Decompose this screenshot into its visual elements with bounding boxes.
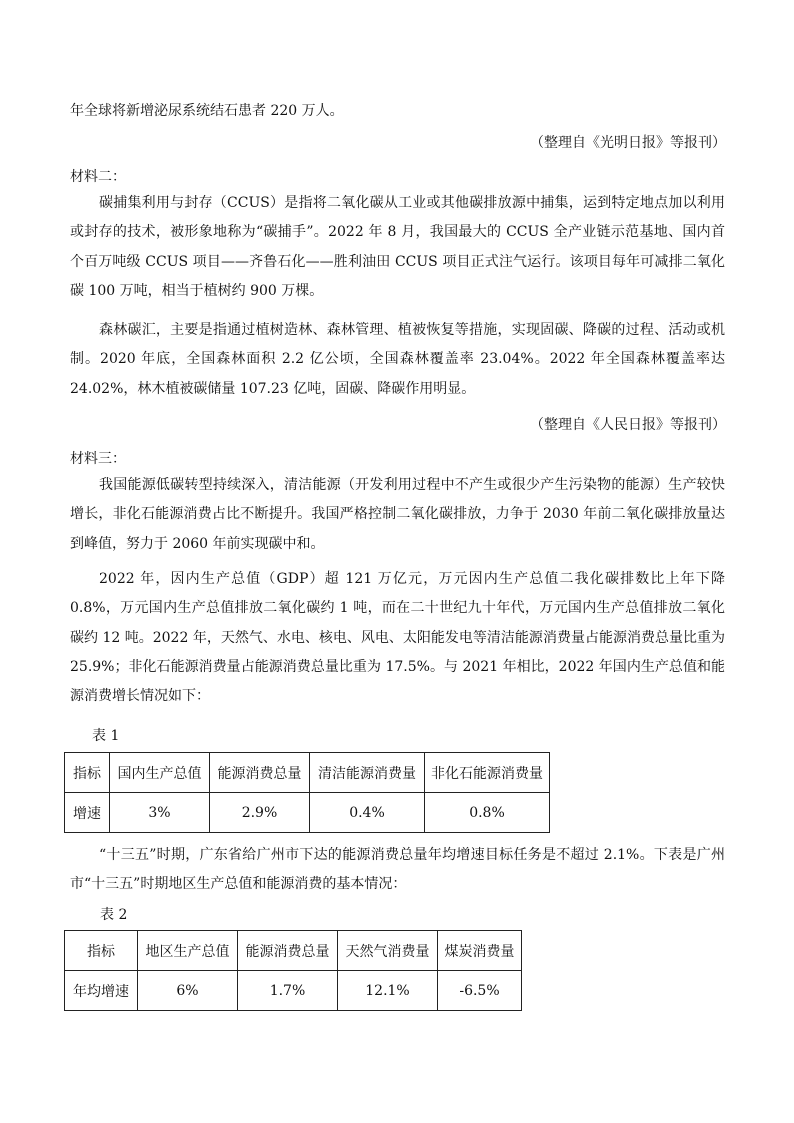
table-2-header-cell: 天然气消费量 [338, 931, 438, 971]
material-2-heading: 材料二： [70, 169, 126, 185]
table-1-cell: 3% [110, 793, 210, 833]
table-1-header-cell: 指标 [65, 753, 110, 793]
table-row [65, 753, 550, 793]
table-1-cell: 0.4% [310, 793, 425, 833]
table-2-header-cell: 地区生产总值 [138, 931, 238, 971]
material-3-heading: 材料三： [70, 451, 126, 467]
table-1-cell: 增速 [65, 793, 110, 833]
table-2-header-cell: 指标 [65, 931, 138, 971]
table-1-cell: 2.9% [210, 793, 310, 833]
material-2-paragraph-2: 森林碳汇，主要是指通过植树造林、森林管理、植被恢复等措施，实现固碳、降碳的过程、活动或机制。2020 年底，全国森林面积 2.2 亿公顷，全国森林覆盖率 23.04%。2022 年全国森林覆盖率达 24.02%，林木植被碳储量 107.23 亿吨，固碳、降碳作用明显。 [70, 322, 725, 397]
table-2-caption: 表 2 [100, 907, 128, 923]
material-3-paragraph-3: “十三五”时期，广东省给广州市下达的能源消费总量年均增速目标任务是不超过 2.1%。下表是广州市“十三五”时期地区生产总值和能源消费的基本情况： [70, 847, 725, 893]
table-1-header-cell: 清洁能源消费量 [310, 753, 425, 793]
opening-line: 年全球将新增泌尿系统结石患者 220 万人。 [70, 103, 344, 119]
table-1 [64, 752, 550, 833]
table-2-cell: 12.1% [338, 971, 438, 1011]
table-2-header-cell: 煤炭消费量 [438, 931, 522, 971]
table-1-cell: 0.8% [425, 793, 550, 833]
table-2 [64, 930, 522, 1011]
material-3-paragraph-1: 我国能源低碳转型持续深入，清洁能源（开发利用过程中不产生或很少产生污染物的能源）生产较快增长，非化石能源消费占比不断提升。我国严格控制二氧化碳排放，力争于 2030 年前二氧化碳排放量达到峰值，努力于 2060 年前实现碳中和。 [70, 477, 725, 552]
table-1-caption: 表 1 [92, 728, 120, 744]
table-1-header-cell: 非化石能源消费量 [425, 753, 550, 793]
table-2-cell: -6.5% [438, 971, 522, 1011]
table-row [65, 793, 550, 833]
source-citation-2: （整理自《人民日报》等报刊） [530, 417, 726, 433]
table-1-header-cell: 能源消费总量 [210, 753, 310, 793]
table-2-cell: 6% [138, 971, 238, 1011]
table-row [65, 931, 522, 971]
material-2-paragraph-1: 碳捕集利用与封存（CCUS）是指将二氧化碳从工业或其他碳排放源中捕集，运到特定地点加以利用或封存的技术，被形象地称为“碳捕手”。2022 年 8 月，我国最大的 CCUS 全产业链示范基地、国内首个百万吨级 CCUS 项目——齐鲁石化——胜利油田 CCUS 项目正式注气运行。该项目每年可减排二氧化碳 100 万吨，相当于植树约 900 万棵。 [70, 195, 725, 299]
table-2-cell: 年均增速 [65, 971, 138, 1011]
table-2-header-cell: 能源消费总量 [238, 931, 338, 971]
table-2-cell: 1.7% [238, 971, 338, 1011]
material-3-paragraph-2: 2022 年，因内生产总值（GDP）超 121 万亿元，万元因内生产总值二我化碳排数比上年下降 0.8%，万元国内生产总值排放二氧化碳约 1 吨，而在二十世纪九十年代，万元国内生产总值排放二氧化碳约 12 吨。2022 年，天然气、水电、核电、风电、太阳能发电等清洁能源消费量占能源消费总量比重为 25.9%；非化石能源消费量占能源消费总量比重为 17.5%。与 2021 年相比，2022 年国内生产总值和能源消费增长情况如下： [70, 571, 725, 705]
source-citation-1: （整理自《光明日报》等报刊） [530, 135, 726, 151]
table-1-header-cell: 国内生产总值 [110, 753, 210, 793]
table-row [65, 971, 522, 1011]
